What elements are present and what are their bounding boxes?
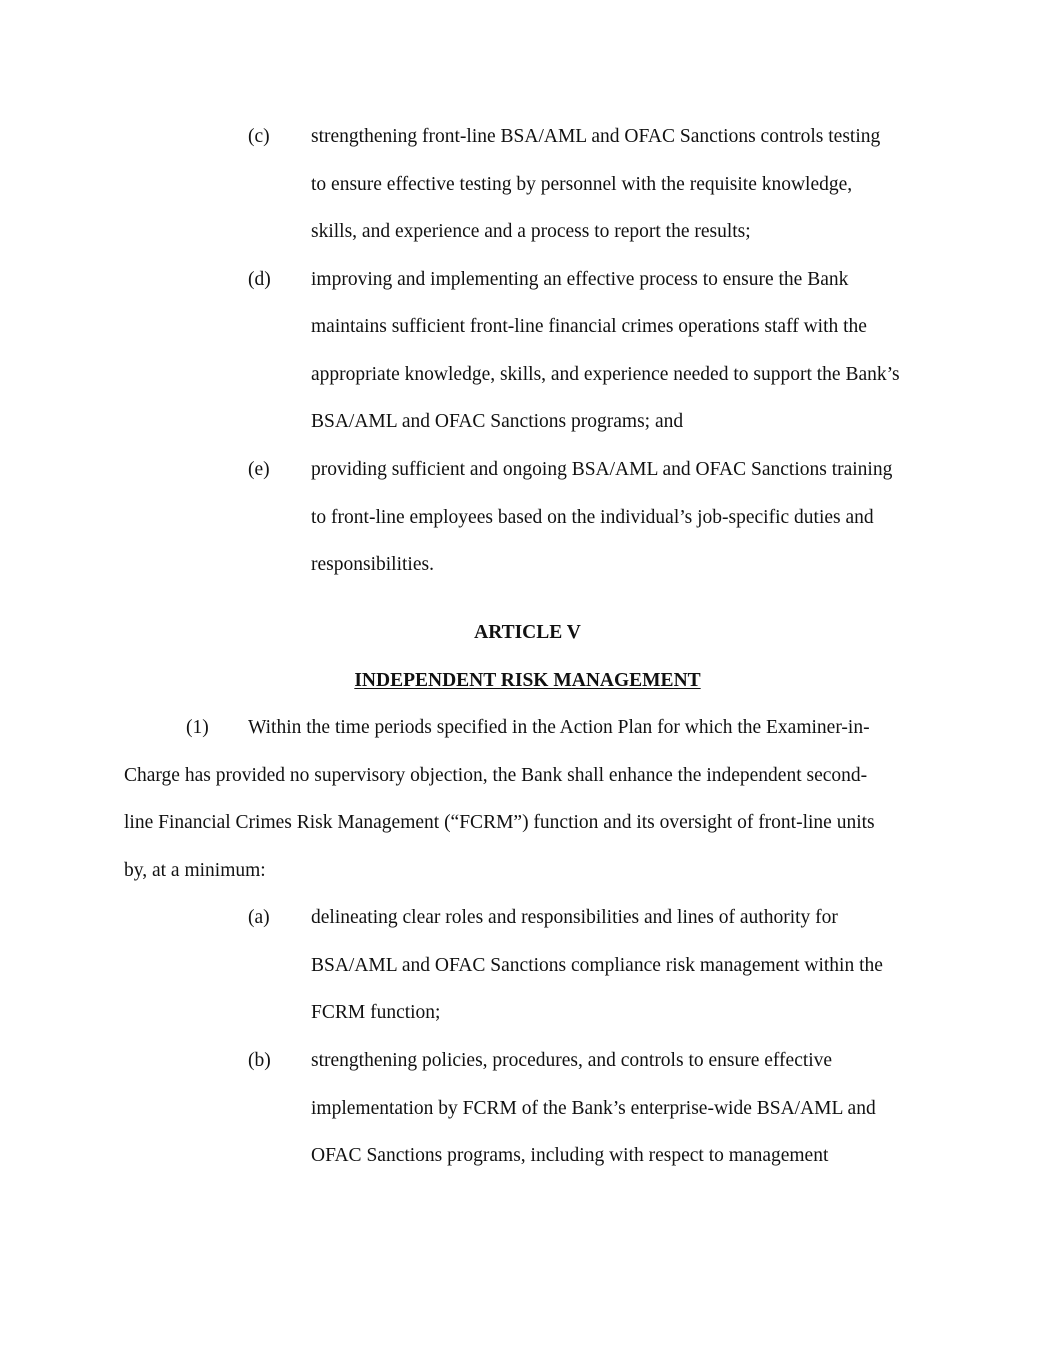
item-a-line-2: BSA/AML and OFAC Sanctions compliance risk management within the	[311, 955, 883, 976]
paragraph-1-first-line: Within the time periods specified in the Action Plan for which the Examiner-in-	[248, 717, 870, 738]
item-e-line-2: to front-line employees based on the individual’s job-specific duties and	[311, 507, 874, 528]
item-b-line-3: OFAC Sanctions programs, including with respect to management	[311, 1145, 829, 1166]
item-c-line-3: skills, and experience and a process to report the results;	[311, 221, 751, 242]
item-d-label: (d)	[248, 269, 271, 290]
item-a-line-3: FCRM function;	[311, 1002, 441, 1023]
paragraph-1-line-4: by, at a minimum:	[124, 860, 266, 881]
item-c-label: (c)	[248, 126, 270, 147]
item-e-label: (e)	[248, 459, 270, 480]
item-b-line-2: implementation by FCRM of the Bank’s enterprise-wide BSA/AML and	[311, 1098, 876, 1119]
item-d-line-2: maintains sufficient front-line financial crimes operations staff with the	[311, 316, 867, 337]
item-c-line-2: to ensure effective testing by personnel with the requisite knowledge,	[311, 174, 853, 195]
item-a-label: (a)	[248, 907, 270, 928]
item-c-line-1: strengthening front-line BSA/AML and OFAC Sanctions controls testing	[311, 126, 881, 147]
paragraph-1-label: (1)	[186, 717, 209, 738]
article-number: ARTICLE V	[474, 622, 581, 643]
item-d-line-3: appropriate knowledge, skills, and experience needed to support the Bank’s	[311, 364, 900, 385]
item-d-line-4: BSA/AML and OFAC Sanctions programs; and	[311, 411, 684, 432]
article-title: INDEPENDENT RISK MANAGEMENT	[354, 670, 701, 691]
paragraph-1-line-2: Charge has provided no supervisory objection, the Bank shall enhance the independent second-	[124, 765, 868, 786]
item-a-line-1: delineating clear roles and responsibilities and lines of authority for	[311, 907, 838, 928]
item-e-line-3: responsibilities.	[311, 554, 434, 575]
item-b-label: (b)	[248, 1050, 271, 1071]
item-d-line-1: improving and implementing an effective process to ensure the Bank	[311, 269, 849, 290]
item-b-line-1: strengthening policies, procedures, and controls to ensure effective	[311, 1050, 833, 1071]
item-e-line-1: providing sufficient and ongoing BSA/AML and OFAC Sanctions training	[311, 459, 893, 480]
paragraph-1-line-3: line Financial Crimes Risk Management (“FCRM”) function and its oversight of front-line units	[124, 812, 875, 833]
